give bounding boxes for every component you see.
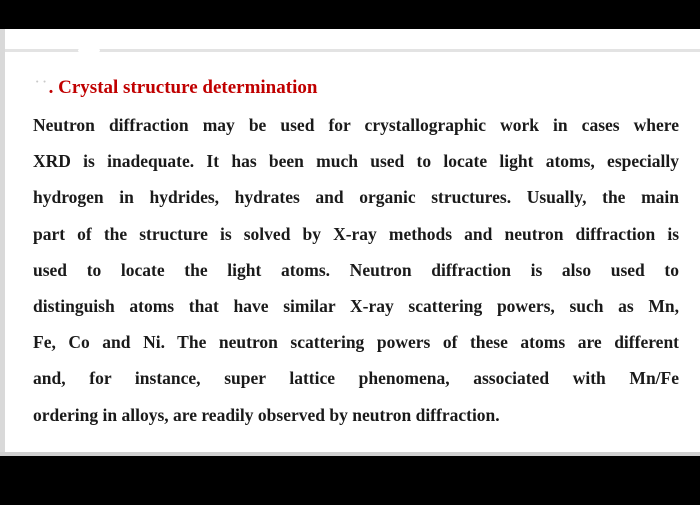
section-heading xyxy=(34,76,317,100)
body-paragraph xyxy=(33,113,679,439)
slide-bottom-rule xyxy=(0,452,700,456)
slide-top-rule xyxy=(5,49,700,52)
paragraph-line: Fe, Co and Ni. The neutron scattering powers of these atoms are different xyxy=(33,332,679,353)
slide-left-edge xyxy=(0,29,5,456)
paragraph-line: and, for instance, super lattice phenomena, associated with Mn/Fe xyxy=(33,368,679,389)
paragraph-line: ordering in alloys, are readily observed by neutron diffraction. xyxy=(33,404,500,425)
paragraph-line: Neutron diffraction may be used for crystallographic work in cases where xyxy=(33,115,679,135)
paragraph-line: distinguish atoms that have similar X-ray scattering powers, such as Mn, xyxy=(33,295,679,316)
slide-corner-mark xyxy=(78,47,100,54)
paragraph-line: hydrogen in hydrides, hydrates and organic structures. Usually, the main xyxy=(33,187,679,208)
section-heading-text: . Crystal structure determination xyxy=(48,77,318,98)
paragraph-line: XRD is inadequate. It has been much used to locate light atoms, especially xyxy=(33,151,679,172)
section-number: ˙˙ xyxy=(34,77,49,98)
paragraph-line: used to locate the light atoms. Neutron diffraction is also used to xyxy=(33,259,679,280)
paragraph-line: part of the structure is solved by X-ray methods and neutron diffraction is xyxy=(33,223,679,244)
